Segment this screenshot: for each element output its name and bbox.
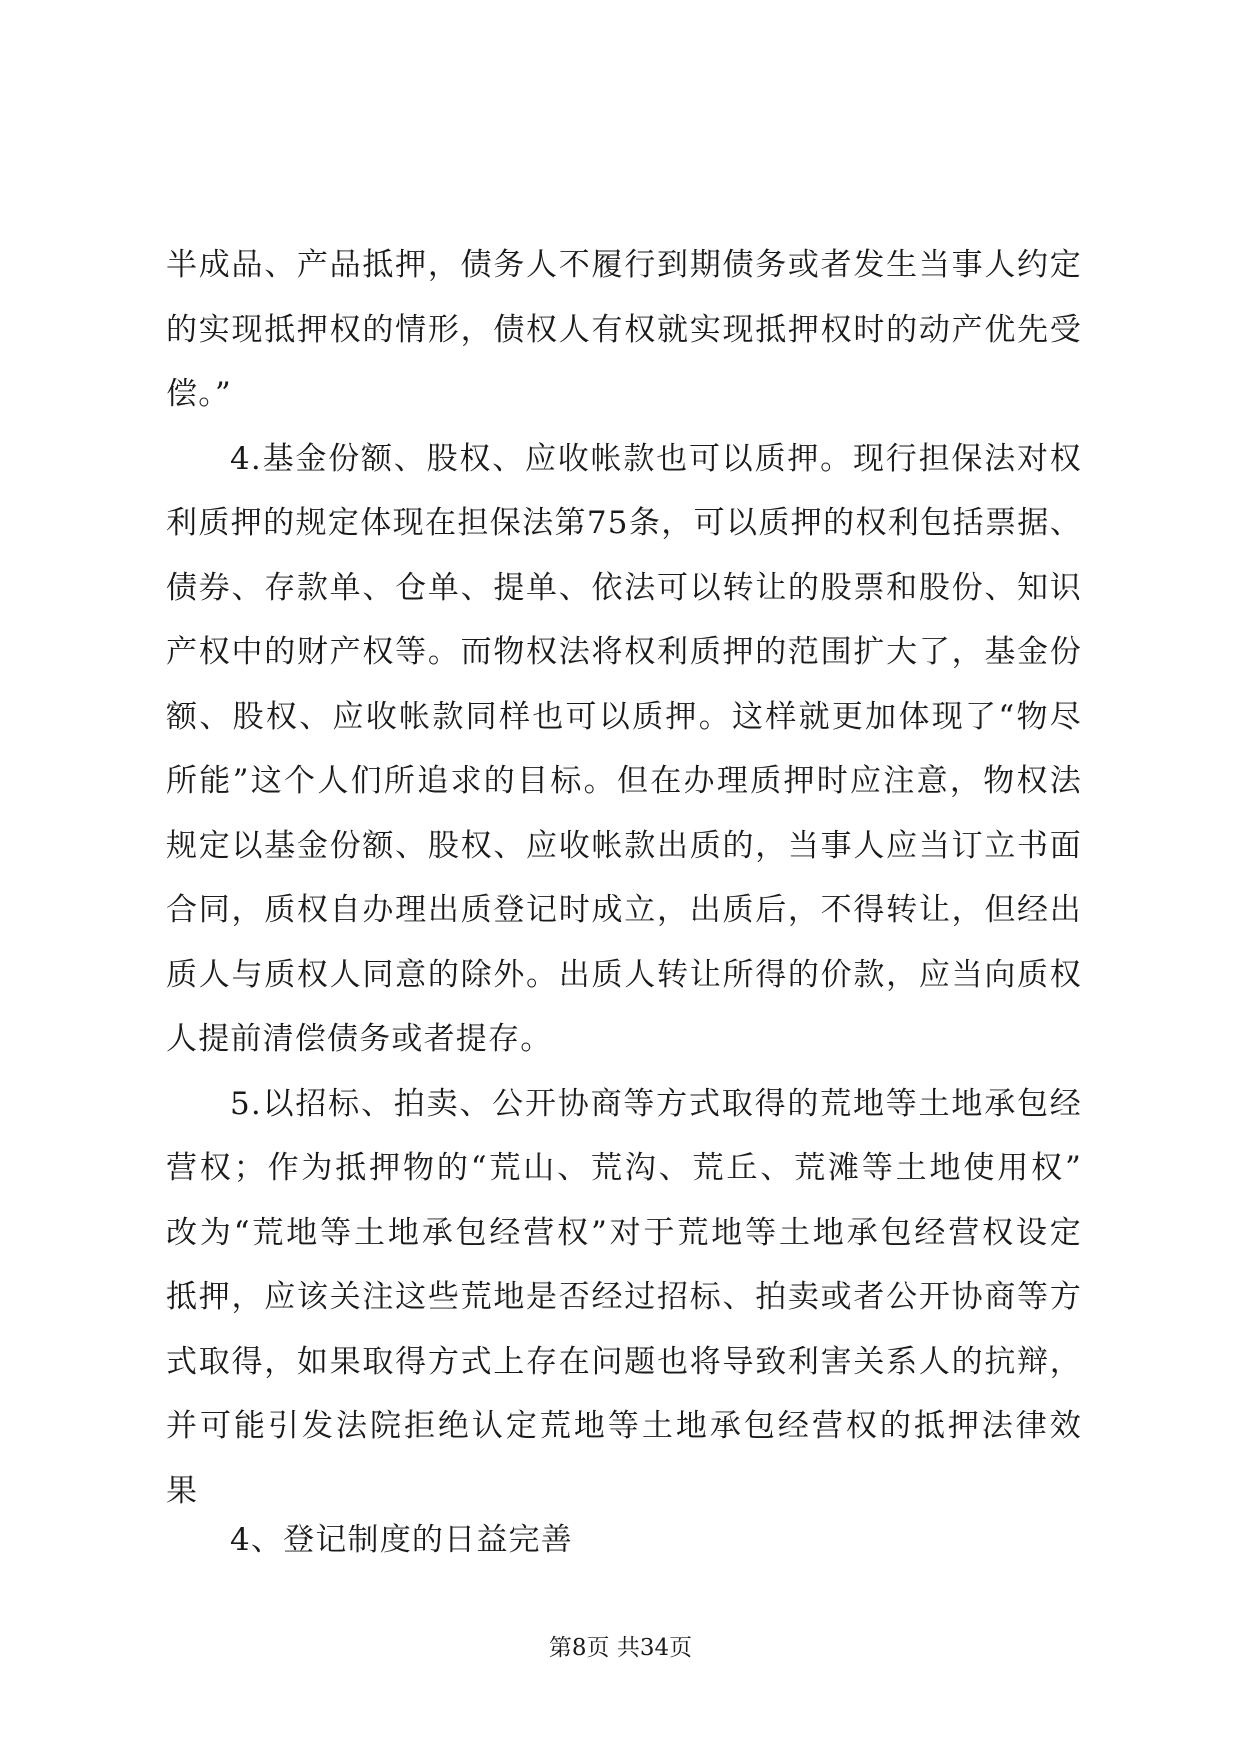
- paragraph-line: 营权；作为抵押物的“荒山、荒沟、荒丘、荒滩等土地使用权”: [166, 1150, 1082, 1186]
- paragraph-line: 产权中的财产权等。而物权法将权利质押的范围扩大了，基金份: [166, 634, 1082, 670]
- section-heading: 4、登记制度的日益完善: [230, 1522, 573, 1558]
- paragraph-line: 所能”这个人们所追求的目标。但在办理质押时应注意，物权法: [166, 763, 1082, 799]
- paragraph-line: 改为“荒地等土地承包经营权”对于荒地等土地承包经营权设定: [166, 1214, 1082, 1251]
- paragraph-line: 利质押的规定体现在担保法第75条，可以质押的权利包括票据、: [166, 505, 1082, 541]
- paragraph-line: 4.基金份额、股权、应收帐款也可以质押。现行担保法对权: [230, 440, 1082, 477]
- paragraph-line: 偿。”: [166, 376, 232, 412]
- paragraph-line: 果: [166, 1472, 199, 1509]
- paragraph-line: 合同，质权自办理出质登记时成立，出质后，不得转让，但经出: [166, 892, 1082, 928]
- paragraph-line: 并可能引发法院拒绝认定荒地等土地承包经营权的抵押法律效: [166, 1408, 1082, 1444]
- page-footer: [0, 1633, 1241, 1663]
- paragraph-line: 抵押，应该关注这些荒地是否经过招标、拍卖或者公开协商等方: [166, 1279, 1082, 1315]
- paragraph-line: 额、股权、应收帐款同样也可以质押。这样就更加体现了“物尽: [166, 698, 1082, 735]
- paragraph-line: 人提前清偿债务或者提存。: [166, 1021, 553, 1057]
- paragraph-line: 规定以基金份额、股权、应收帐款出质的，当事人应当订立书面: [166, 827, 1082, 864]
- paragraph-line: 半成品、产品抵押，债务人不履行到期债务或者发生当事人约定: [166, 247, 1082, 283]
- paragraph-line: 债券、存款单、仓单、提单、依法可以转让的股票和股份、知识: [166, 569, 1082, 606]
- paragraph-line: 式取得，如果取得方式上存在问题也将导致利害关系人的抗辩，: [166, 1343, 1082, 1380]
- paragraph-line: 质人与质权人同意的除外。出质人转让所得的价款，应当向质权: [166, 956, 1082, 993]
- paragraph-line: 的实现抵押权的情形，债权人有权就实现抵押权时的动产优先受: [166, 311, 1082, 348]
- body-text: [166, 233, 1082, 1523]
- paragraph-line: 5.以招标、拍卖、公开协商等方式取得的荒地等土地承包经: [230, 1085, 1082, 1122]
- page-number: 第8页 共34页: [548, 1635, 693, 1661]
